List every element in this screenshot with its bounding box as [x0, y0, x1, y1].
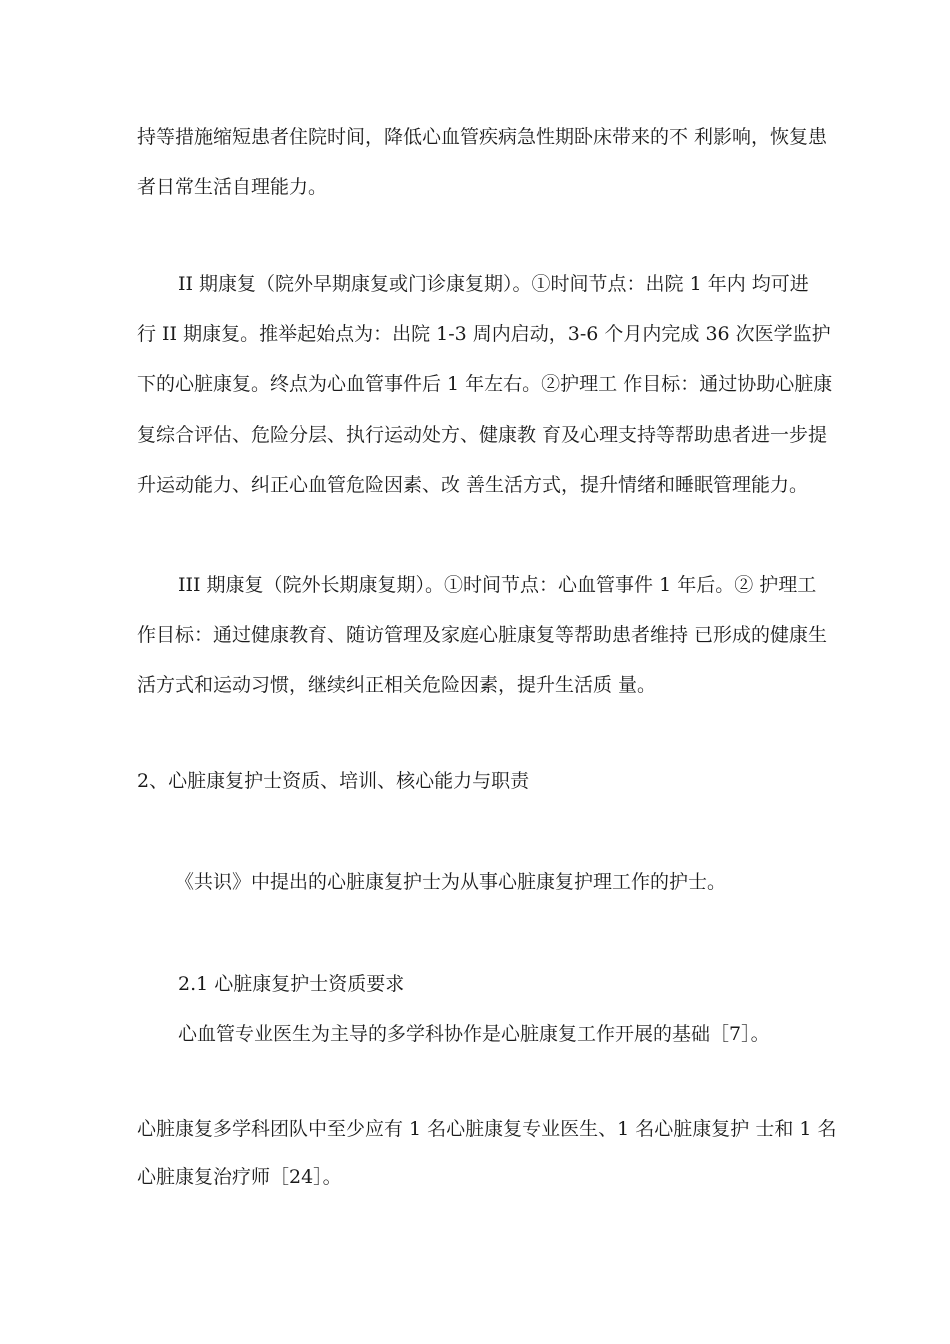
paragraph-2-line-2: 行 II 期康复。推举起始点为：出院 1-3 周内启动，3-6 个月内完成 36 次医学监护: [137, 323, 831, 345]
paragraph-2-line-3: 下的心脏康复。终点为心血管事件后 1 年左右。②护理工 作目标：通过协助心脏康: [137, 373, 833, 395]
paragraph-5: 心血管专业医生为主导的多学科协作是心脏康复工作开展的基础［7］。: [178, 1023, 770, 1045]
paragraph-3-line-2: 作目标：通过健康教育、随访管理及家庭心脏康复等帮助患者维持 已形成的健康生: [137, 624, 828, 646]
paragraph-3-line-3: 活方式和运动习惯，继续纠正相关危险因素，提升生活质 量。: [137, 674, 657, 696]
paragraph-4: 《共识》中提出的心脏康复护士为从事心脏康复护理工作的护士。: [175, 871, 727, 893]
section-heading-2: 2、心脏康复护士资质、培训、核心能力与职责: [137, 770, 530, 792]
paragraph-3-line-1: III 期康复（院外长期康复期）。①时间节点：心血管事件 1 年后。② 护理工: [178, 574, 817, 596]
paragraph-2-line-4: 复综合评估、危险分层、执行运动处方、健康教 育及心理支持等帮助患者进一步提: [137, 424, 828, 446]
paragraph-2-line-1: II 期康复（院外早期康复或门诊康复期）。①时间节点：出院 1 年内 均可进: [178, 273, 809, 295]
paragraph-1-line-2: 者日常生活自理能力。: [137, 176, 328, 198]
paragraph-2-line-5: 升运动能力、纠正心血管危险因素、改 善生活方式，提升情绪和睡眠管理能力。: [137, 474, 809, 496]
paragraph-6-line-2: 心脏康复治疗师［24］。: [137, 1166, 342, 1188]
paragraph-1-line-1: 持等措施缩短患者住院时间，降低心血管疾病急性期卧床带来的不 利影响，恢复患: [137, 126, 828, 148]
paragraph-6-line-1: 心脏康复多学科团队中至少应有 1 名心脏康复专业医生、1 名心脏康复护 士和 1 名: [137, 1118, 837, 1140]
subsection-heading-2-1: 2.1 心脏康复护士资质要求: [178, 973, 405, 995]
